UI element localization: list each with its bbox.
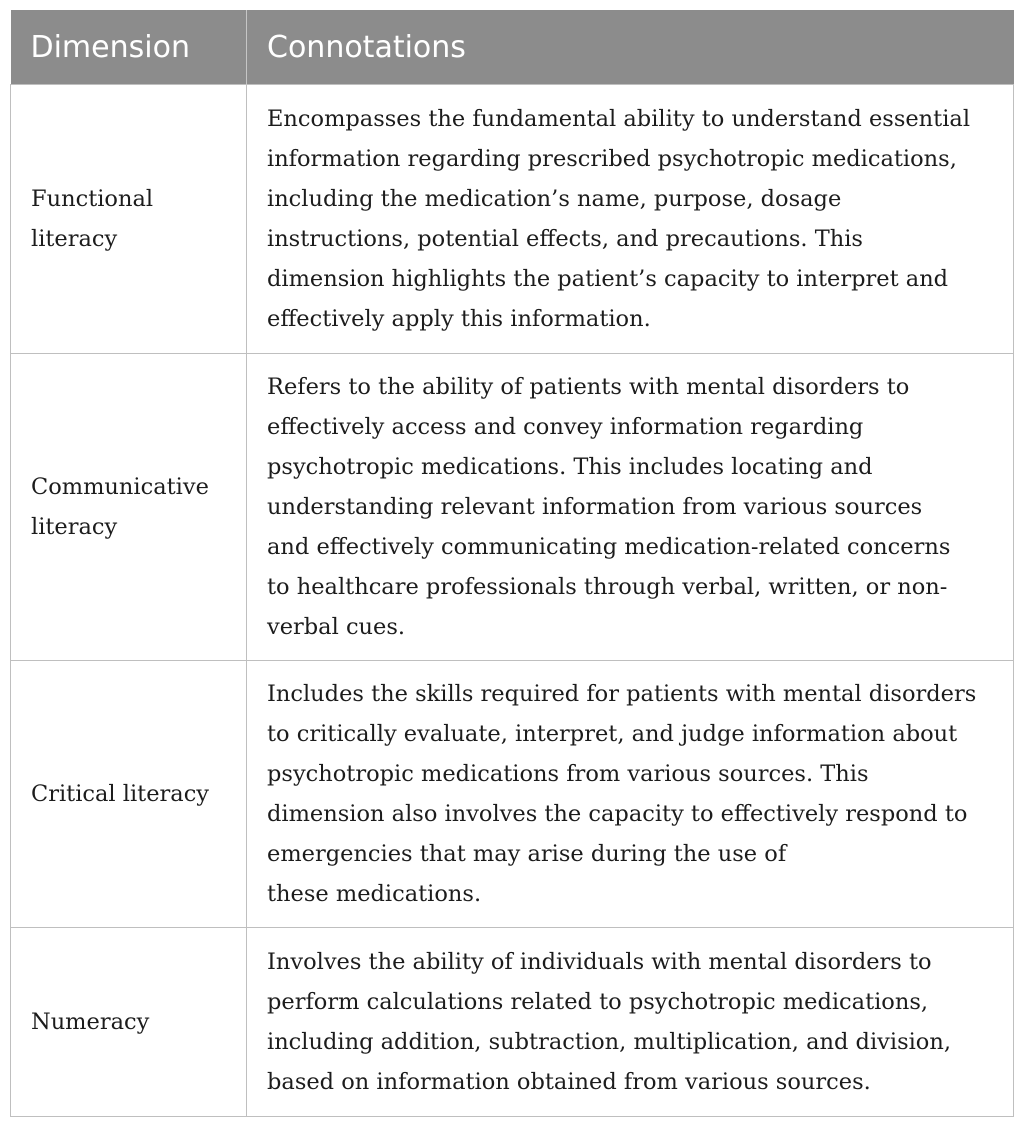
connotation-cell [247, 928, 1014, 1117]
connotation-line: effectively apply this information. [267, 306, 651, 332]
connotation-line: Involves the ability of individuals with mental disorders to [267, 949, 932, 975]
connotation-line: based on information obtained from various sources. [267, 1069, 871, 1095]
connotation-cell [247, 85, 1014, 354]
dimension-line: Critical literacy [31, 781, 210, 807]
connotation-line: these medications. [267, 881, 482, 907]
connotation-line: psychotropic medications. This includes locating and [267, 454, 873, 480]
connotation-line: to critically evaluate, interpret, and judge information about [267, 721, 958, 747]
dimensions-table [10, 10, 1014, 1117]
dimension-line: Functional [31, 186, 154, 212]
connotation-line: including the medication’s name, purpose, dosage [267, 186, 842, 212]
dimension-cell [11, 661, 247, 928]
connotation-line: Encompasses the fundamental ability to understand essential [267, 106, 971, 132]
dimension-cell [11, 85, 247, 354]
table-row [11, 85, 1014, 354]
table-header-row [11, 10, 1014, 85]
table-row [11, 928, 1014, 1117]
connotation-cell [247, 354, 1014, 661]
dimension-line: Numeracy [31, 1009, 150, 1035]
connotation-line: dimension also involves the capacity to effectively respond to [267, 801, 968, 827]
connotation-line: information regarding prescribed psychotropic medications, [267, 146, 957, 172]
dimension-line: literacy [31, 514, 118, 540]
connotation-cell [247, 661, 1014, 928]
connotation-line: dimension highlights the patient’s capacity to interpret and [267, 266, 949, 292]
connotation-line: verbal cues. [267, 614, 406, 640]
connotation-line: and effectively communicating medication-related concerns [267, 534, 951, 560]
connotation-line: including addition, subtraction, multiplication, and division, [267, 1029, 951, 1055]
dimension-cell [11, 354, 247, 661]
table-row [11, 661, 1014, 928]
header-dimension: Dimension [11, 10, 247, 85]
connotation-line: to healthcare professionals through verbal, written, or non- [267, 574, 948, 600]
connotation-line: effectively access and convey information regarding [267, 414, 864, 440]
header-connotations: Connotations [247, 10, 1014, 85]
connotation-line: instructions, potential effects, and precautions. This [267, 226, 863, 252]
table-row [11, 354, 1014, 661]
connotation-line: understanding relevant information from various sources [267, 494, 923, 520]
connotation-line: emergencies that may arise during the use of [267, 841, 787, 867]
connotation-line: Includes the skills required for patients with mental disorders [267, 681, 977, 707]
connotation-line: psychotropic medications from various sources. This [267, 761, 869, 787]
dimension-line: literacy [31, 226, 118, 252]
dimension-line: Communicative [31, 474, 209, 500]
dimensions-table-container [10, 10, 1013, 1117]
connotation-line: perform calculations related to psychotropic medications, [267, 989, 929, 1015]
dimension-cell [11, 928, 247, 1117]
connotation-line: Refers to the ability of patients with mental disorders to [267, 374, 910, 400]
